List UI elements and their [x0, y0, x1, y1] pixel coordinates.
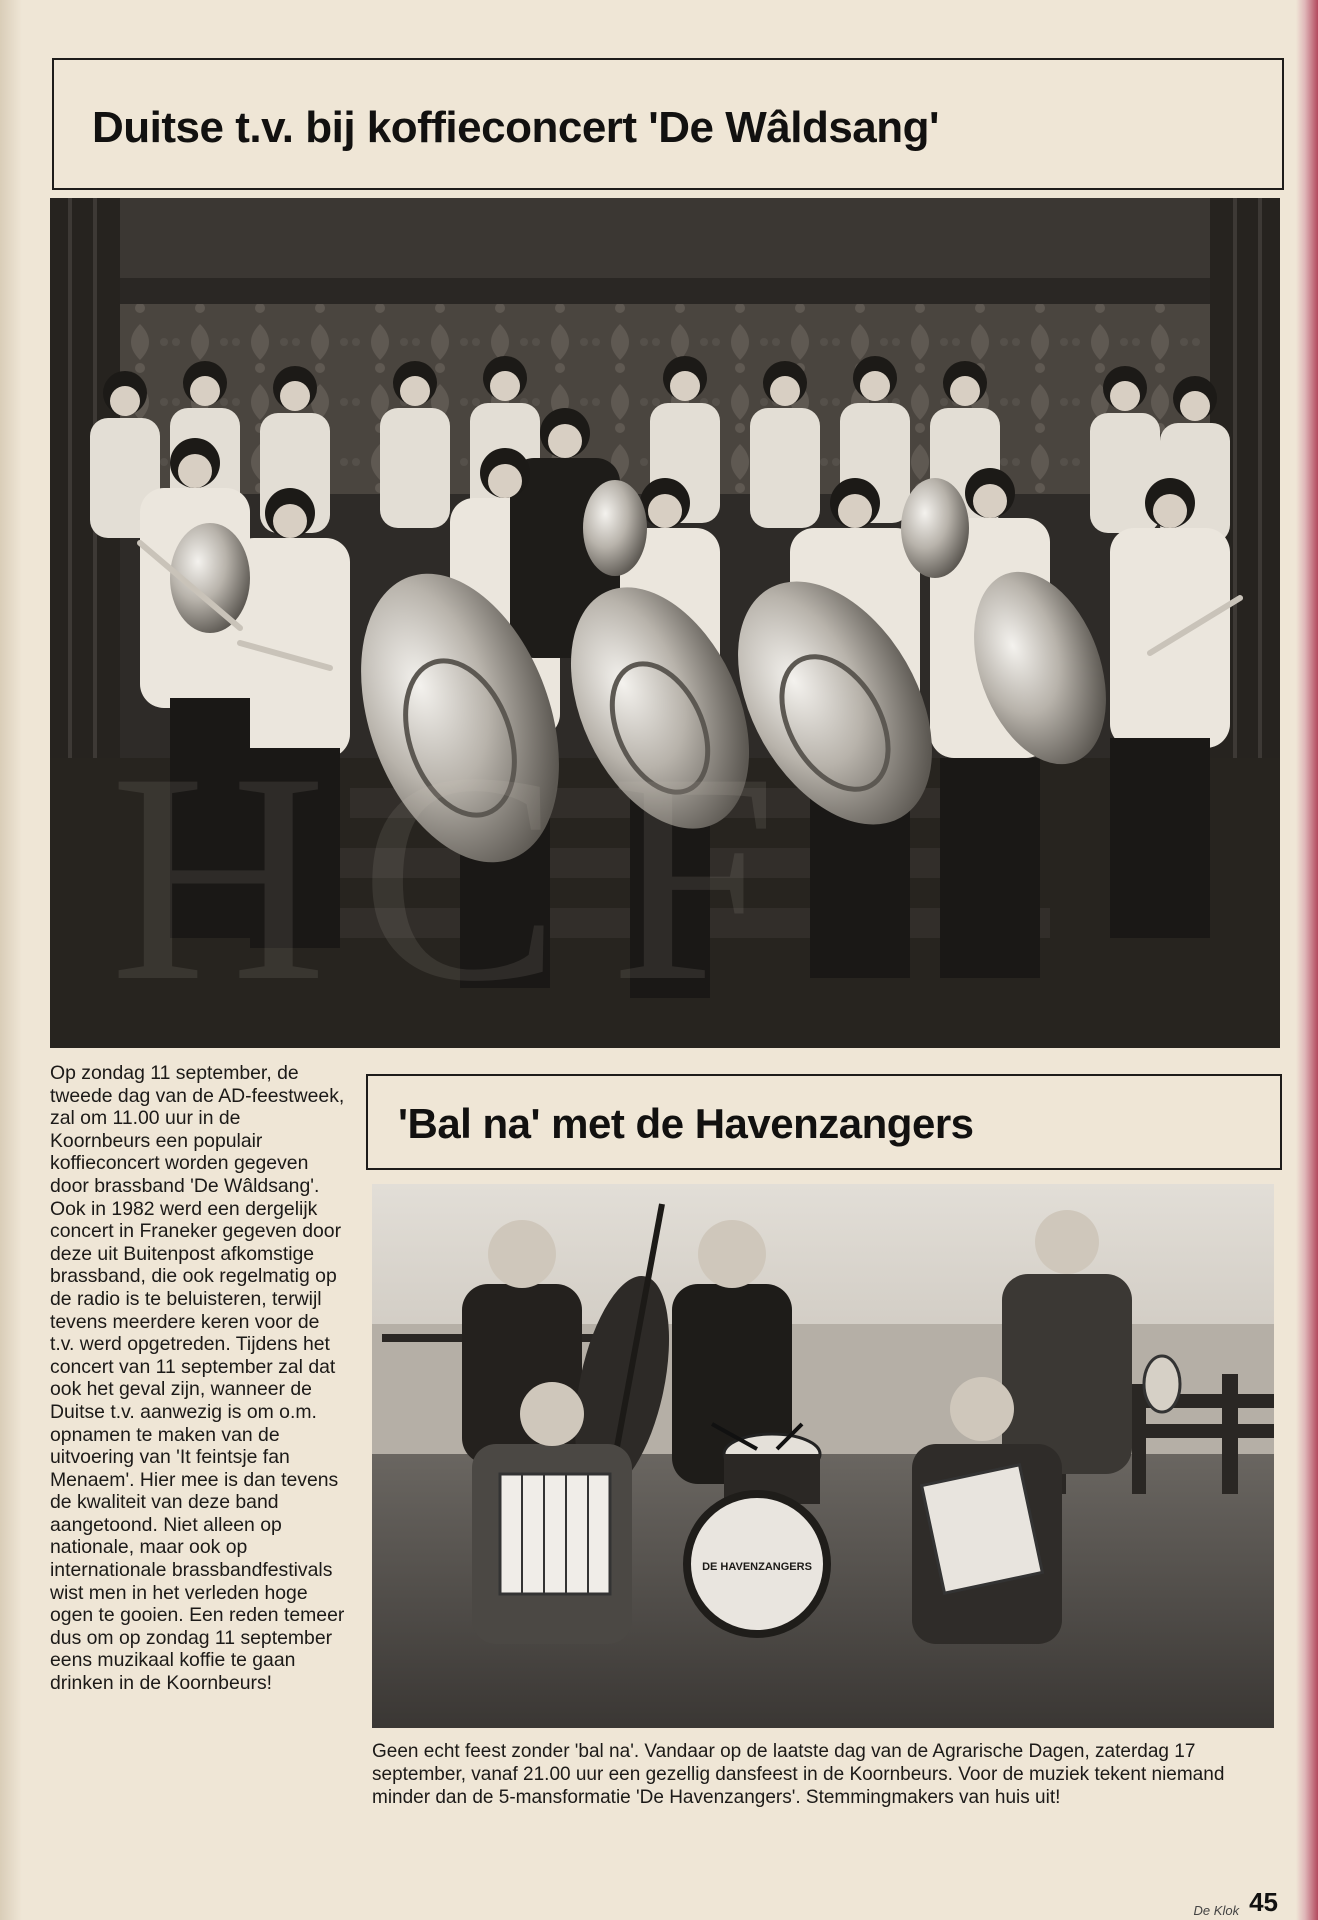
article-title: 'Bal na' met de Havenzangers	[398, 1100, 974, 1147]
page-edge-right	[1296, 0, 1318, 1920]
page-edge-left	[0, 0, 22, 1920]
article-paragraph: Ook in 1982 werd een dergelijk concert in Franeker gegeven door deze uit Buitenpost afkomstige brassband, die ook regelmatig op de radio is te beluisteren, terwijl tevens meerdere keren voor de t.v. werd opgetreden. Tijdens het concert van 11 september zal dat ook het geval zijn, wanneer de Duitse t.v. aanwezig is om o.m. opnamen te maken van de uitvoering van 'It feintsje fan Menaem'. Hier mee is dan tevens de kwaliteit van deze band aangetoond. Niet alleen op nationale, maar ook op internationale brassbandfestivals wist men in het verleden hoge ogen te gooien. Een reden temeer dus om op zondag 11 september eens muzikaal koffie te gaan drinken in de Koornbeurs!	[50, 1197, 345, 1695]
magazine-name: De Klok	[1193, 1903, 1240, 1918]
article-title-box	[366, 1074, 1282, 1170]
page-footer	[1194, 1887, 1278, 1918]
article-paragraph: Op zondag 11 september, de tweede dag van de AD-feestweek, zal om 11.00 uur in de Koornbeurs een populair koffieconcert worden gegeven door brassband 'De Wâldsang'.	[50, 1062, 345, 1197]
article-body	[50, 1062, 346, 1695]
svg-text:C: C	[360, 711, 561, 1043]
havenzangers-photo	[372, 1184, 1274, 1728]
page-number: 45	[1249, 1887, 1278, 1917]
brassband-photo	[50, 198, 1280, 1048]
havenzangers-photo-illustration	[372, 1184, 1274, 1728]
bass-drum-lettering: DE HAVENZANGERS	[702, 1561, 812, 1573]
article-title: Duitse t.v. bij koffieconcert 'De Wâldsang'	[92, 103, 939, 152]
photo-caption: Geen echt feest zonder 'bal na'. Vandaar op de laatste dag van de Agrarische Dagen, zaterdag 17 september, vanaf 21.00 uur een gezellig dansfeest in de Koornbeurs. Voor de muziek tekent niemand minder dan de 5-mansformatie 'De Havenzangers'. Stemmingmakers van huis uit!	[372, 1741, 1225, 1808]
article-title-box	[52, 58, 1284, 190]
brassband-photo-illustration	[50, 198, 1280, 1048]
svg-text:F: F	[610, 711, 777, 1043]
svg-text:H: H	[110, 711, 327, 1043]
